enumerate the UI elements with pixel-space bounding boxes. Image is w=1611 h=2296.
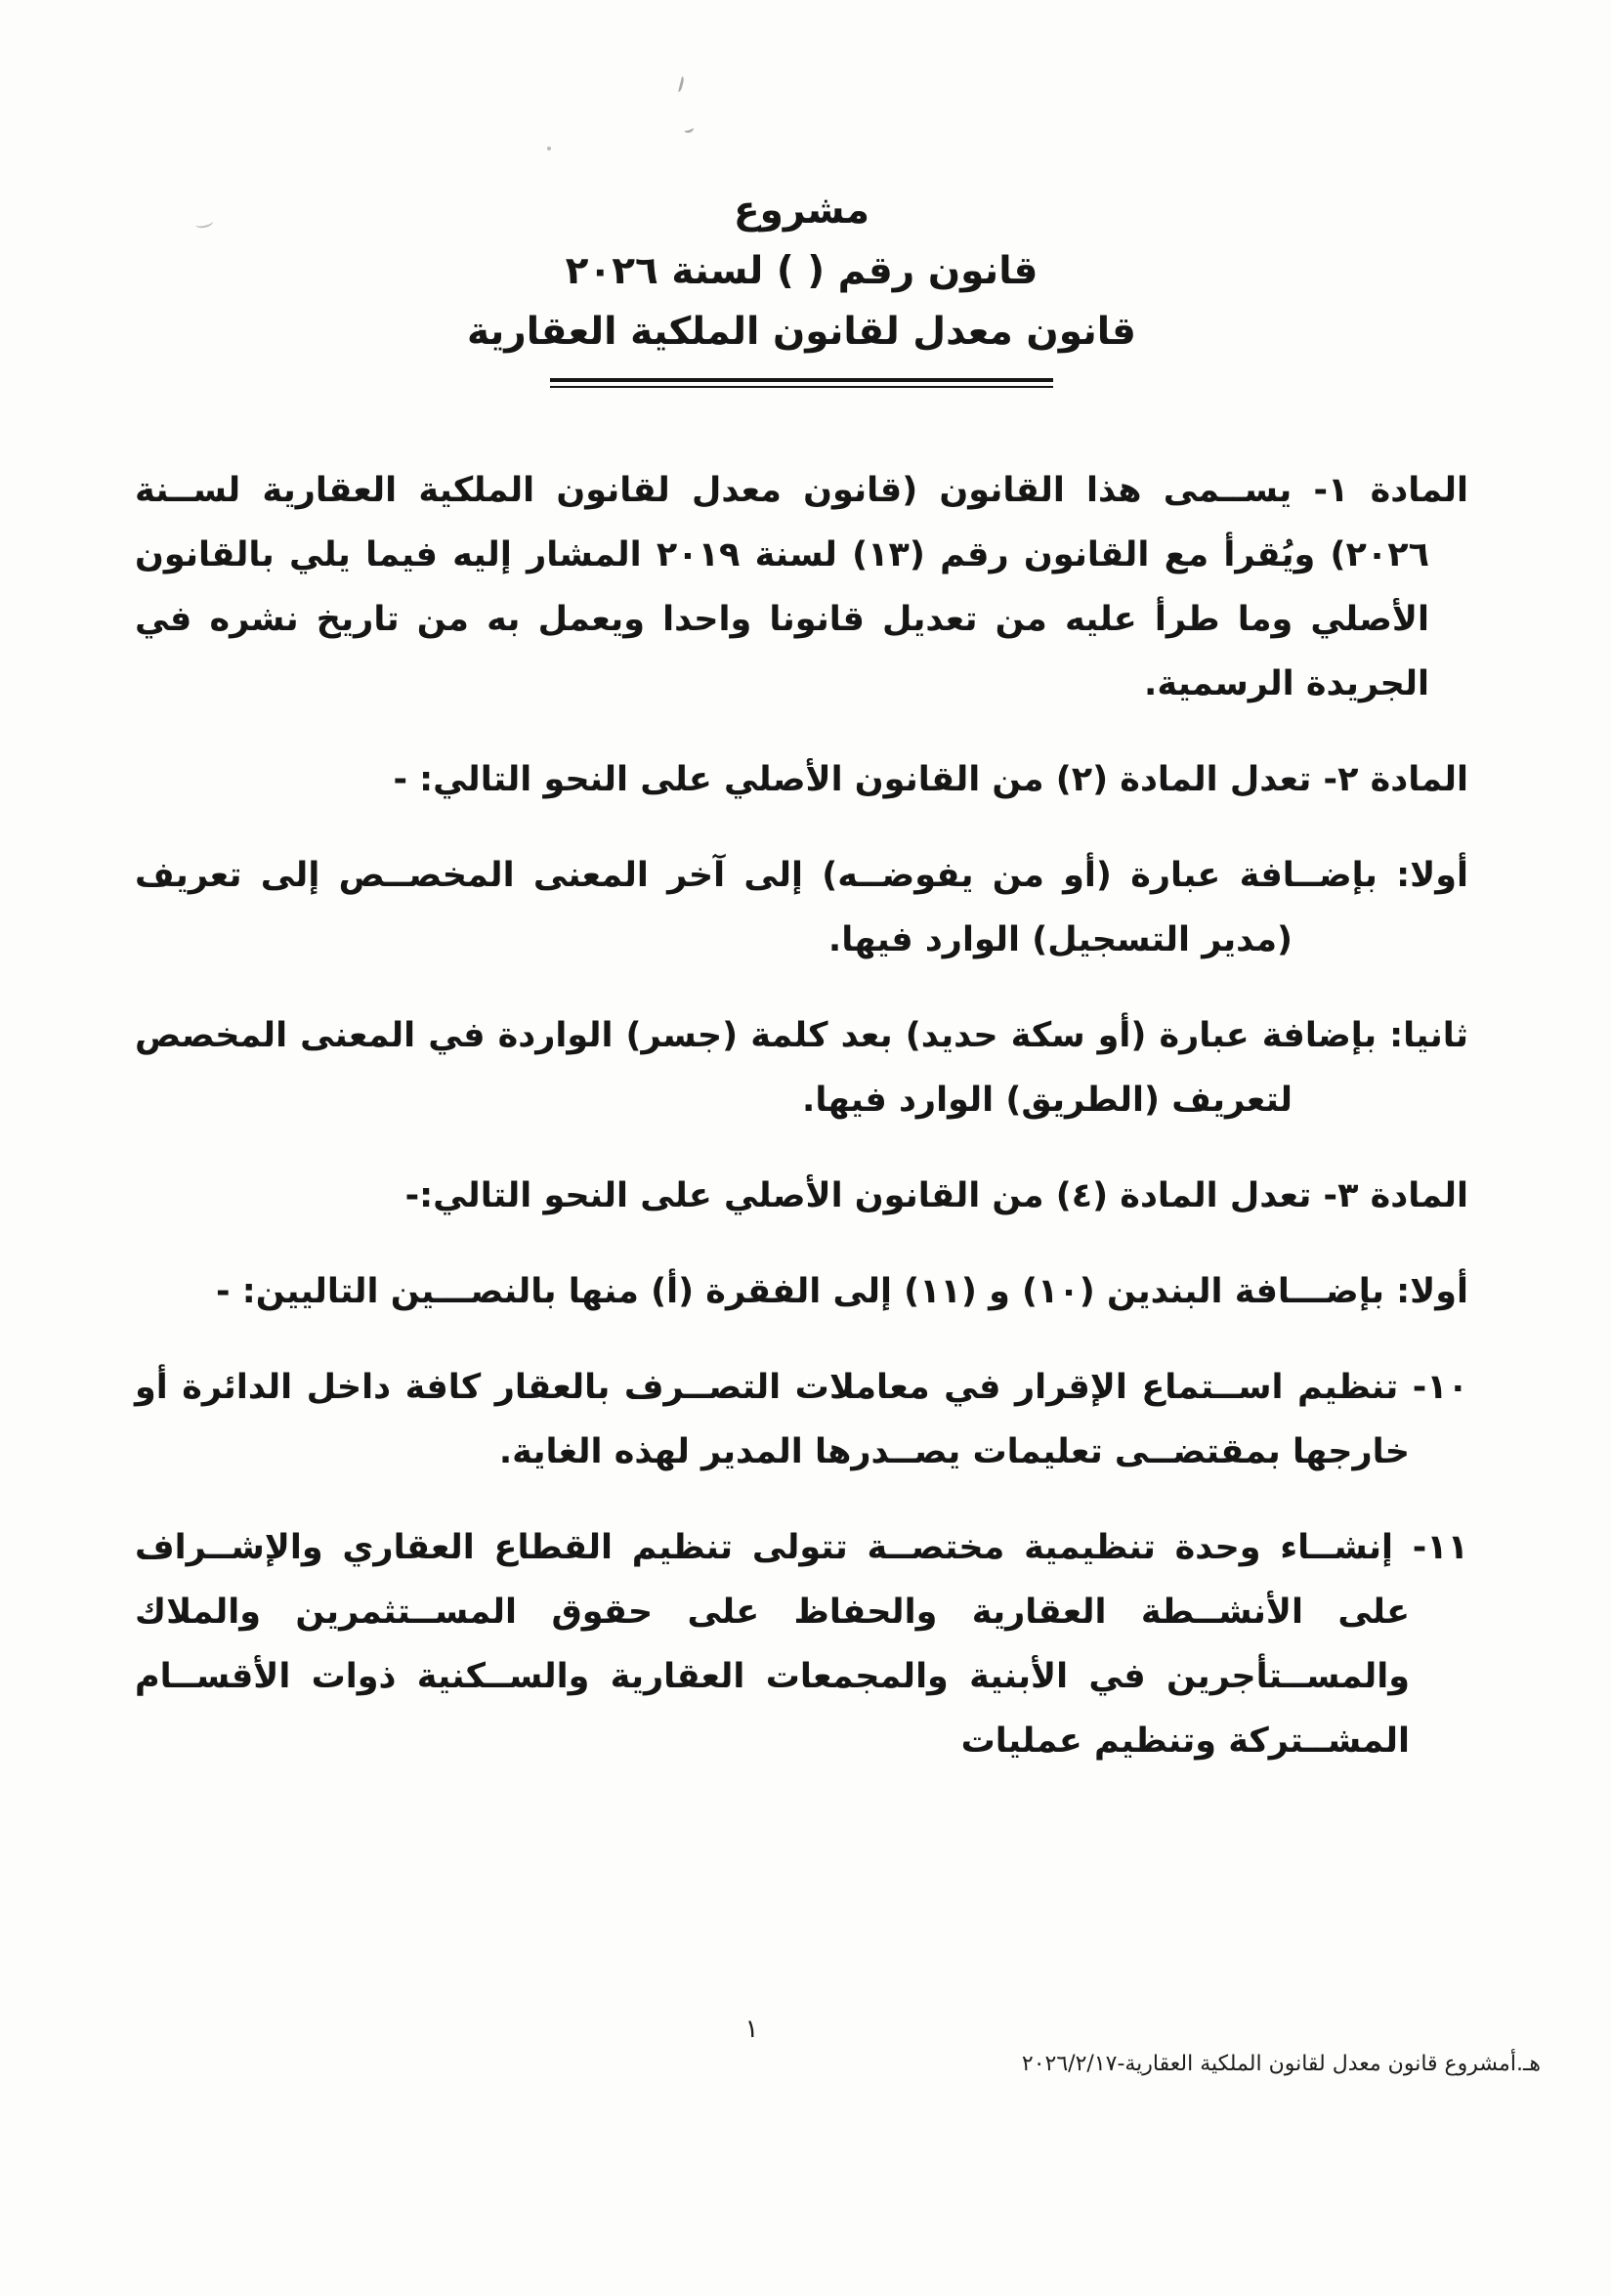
- paragraph-item-10: ١٠- تنظيم اســتماع الإقرار في معاملات التصــرف بالعقار كافة داخل الدائرة أو خارجها بمقتضــى تعليمات يصــدرها المدير لهذه الغاية.: [135, 1368, 1468, 1471]
- document-body: [135, 458, 1468, 1773]
- title-line-draft: مشروع: [734, 189, 869, 233]
- document-title-block: [135, 181, 1468, 388]
- paragraph-item-11: ١١- إنشــاء وحدة تنظيمية مختصــة تتولى تنظيم القطاع العقاري والإشــراف على الأنشــطة العقارية والحفاظ على حقوق المســتثمرين والملاك والمســتأجرين في الأبنية والمجمعات العقارية والســكنية ذوات الأقســام المشــتركة وتنظيم عمليات: [135, 1528, 1468, 1761]
- document-content: [135, 181, 1468, 1805]
- paragraph-article-2-first: أولا: بإضــافة عبارة (أو من يفوضــه) إلى آخر المعنى المخصــص إلى تعريف (مدير التسجيل) الوارد فيها.: [135, 856, 1468, 959]
- paragraph-article-1: المادة ١- يســمى هذا القانون (قانون معدل لقانون الملكية العقارية لســنة ٢٠٢٦) ويُقرأ مع القانون رقم (١٣) لسنة ٢٠١٩ المشار إليه فيما يلي بالقانون الأصلي وما طرأ عليه من تعديل قانونا واحدا ويعمل به من تاريخ نشره في الجريدة الرسمية.: [135, 471, 1468, 703]
- paragraph-article-3: المادة ٣- تعدل المادة (٤) من القانون الأصلي على النحو التالي:-: [404, 1176, 1468, 1215]
- title-line-law-number: قانون رقم ( ) لسنة ٢٠٢٦: [565, 249, 1039, 293]
- paragraph-article-2: المادة ٢- تعدل المادة (٢) من القانون الأصلي على النحو التالي: -: [393, 760, 1468, 799]
- page-number: ١: [744, 2015, 759, 2044]
- title-line-law-name: قانون معدل لقانون الملكية العقارية: [467, 310, 1136, 354]
- paragraph-article-3-first: أولا: بإضـــافة البندين (١٠) و (١١) إلى الفقرة (أ) منها بالنصـــين التاليين: -: [216, 1272, 1468, 1311]
- paragraph-article-2-second: ثانيا: بإضافة عبارة (أو سكة حديد) بعد كلمة (جسر) الواردة في المعنى المخصص لتعريف (الطريق) الوارد فيها.: [135, 1016, 1468, 1120]
- footer-reference-note: هـ.أمشروع قانون معدل لقانون الملكية العقارية-٢٠٢٦/٢/١٧: [1021, 2052, 1541, 2076]
- title-underline: [550, 378, 1053, 388]
- pen-mark: [547, 147, 551, 150]
- pen-mark: [683, 124, 695, 135]
- pen-mark: [675, 76, 685, 93]
